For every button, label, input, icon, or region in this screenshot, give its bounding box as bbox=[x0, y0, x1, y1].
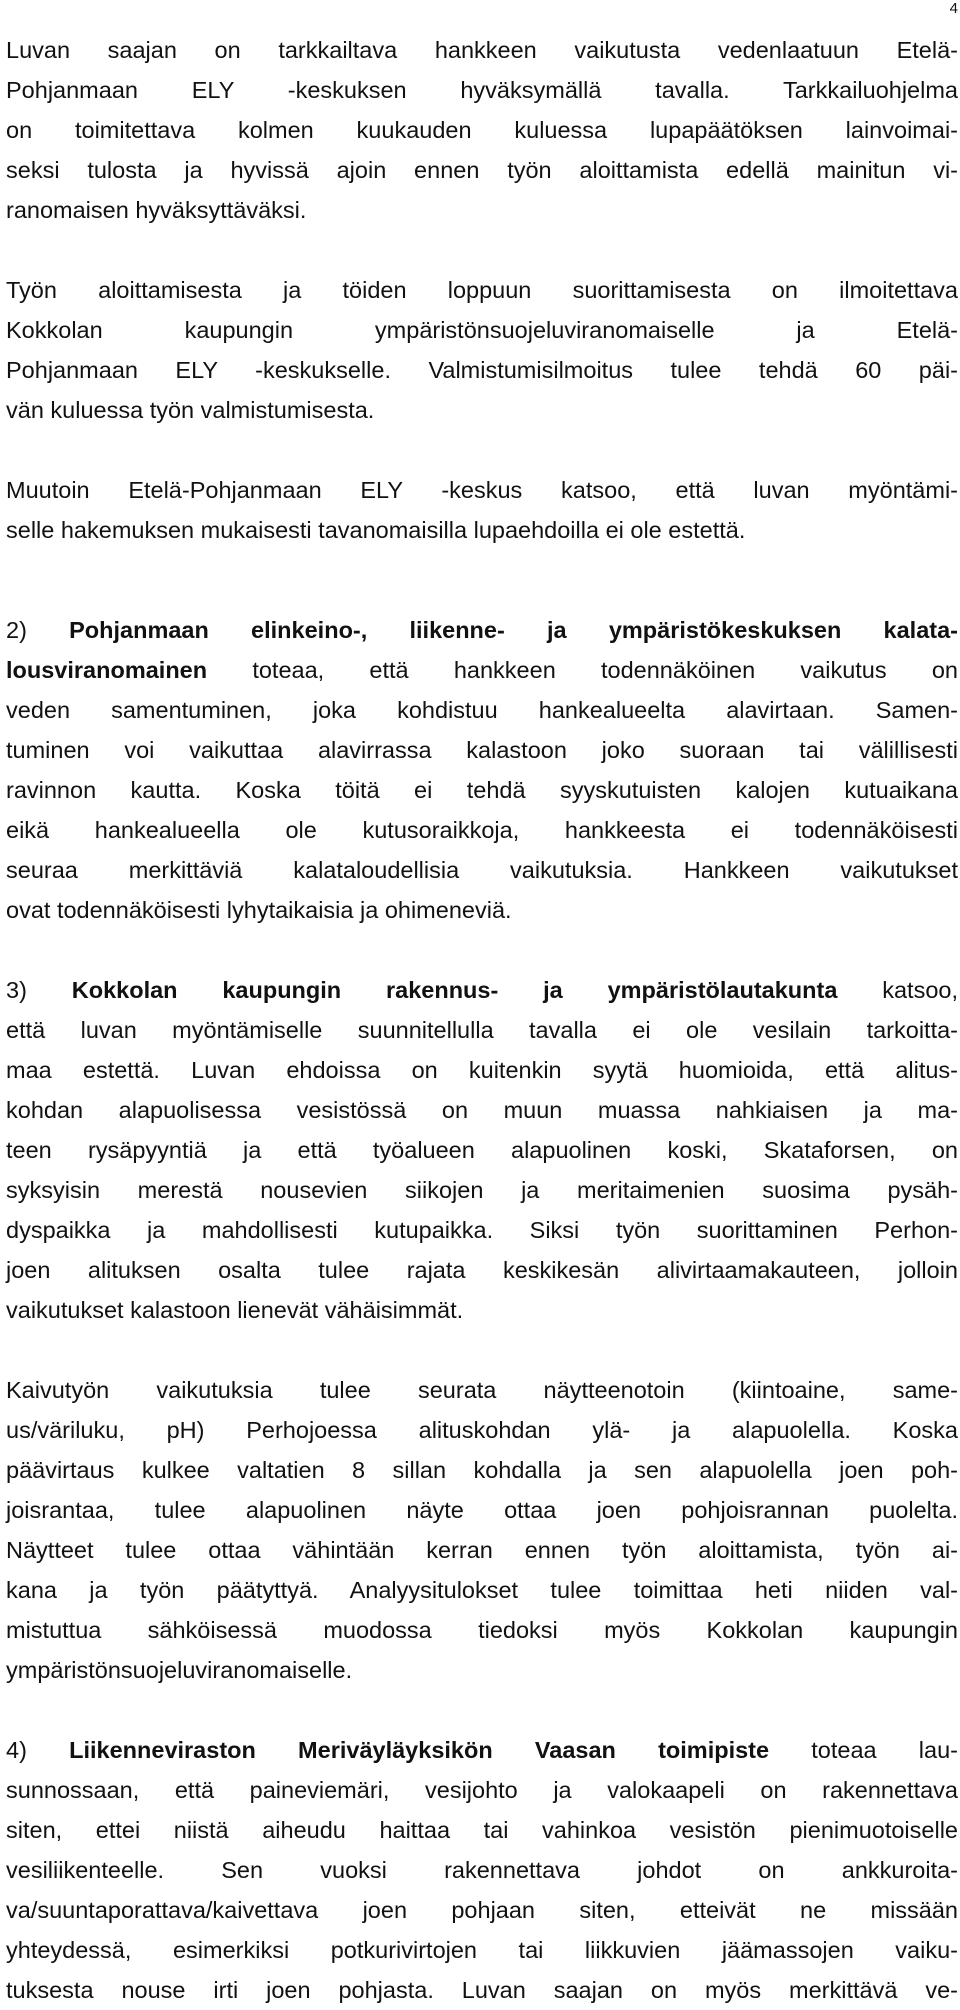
statement-4-fairway-unit bbox=[6, 1730, 958, 2010]
text-line: sunnossaan, että paineviemäri, vesijohto ja valokaapeli on rakennettava bbox=[6, 1777, 958, 1803]
text-line: teen rysäpyyntiä ja että työalueen alapuolinen koski, Skataforsen, on bbox=[6, 1137, 958, 1163]
text-line: va/suuntaporattava/kaivettava joen pohjaan siten, etteivät ne missään bbox=[6, 1897, 958, 1923]
text-line: dyspaikka ja mahdollisesti kutupaikka. Siksi työn suorittaminen Perhon- bbox=[6, 1217, 958, 1243]
text-line bbox=[6, 610, 958, 650]
text-line: ranomaisen hyväksyttäväksi. bbox=[6, 197, 307, 223]
text-line: että luvan myöntämiselle suunnitellulla tavalla ei ole vesilain tarkoitta- bbox=[6, 1017, 958, 1043]
text-line: Näytteet tulee ottaa vähintään kerran ennen työn aloittamista, työn ai- bbox=[6, 1537, 958, 1563]
paragraph-notification bbox=[6, 270, 958, 430]
text-line: joisrantaa, tulee alapuolinen näyte ottaa joen pohjoisrannan puolelta. bbox=[6, 1497, 958, 1523]
authority-name: Kokkolan kaupungin rakennus- ja ympäristölautakunta bbox=[71, 977, 838, 1003]
text-line: ravinnon kautta. Koska töitä ei tehdä syyskutuisten kalojen kutuaikana bbox=[6, 777, 958, 803]
text-line: vaikutukset kalastoon lienevät vähäisimmät. bbox=[6, 1297, 464, 1323]
paragraph-monitoring bbox=[6, 30, 958, 230]
text-line: 3) Kokkolan kaupungin rakennus- ja ympäristölautakunta katsoo, bbox=[6, 977, 959, 1003]
text-line: vesiliikenteelle. Sen vuoksi rakennettava johdot on ankkuroita- bbox=[6, 1857, 958, 1883]
text-line: Muutoin Etelä-Pohjanmaan ELY -keskus katsoo, että luvan myöntämi- bbox=[6, 477, 958, 503]
document-body bbox=[6, 30, 958, 2010]
text-line: joen alituksen osalta tulee rajata keskikesän alivirtaamakauteen, jolloin bbox=[6, 1257, 958, 1283]
authority-name: Pohjanmaan elinkeino-, liikenne- ja ympäristökeskuksen kalata- bbox=[69, 617, 958, 643]
authority-name: Liikenneviraston Meriväyläyksikön Vaasan toimipiste bbox=[69, 1737, 770, 1763]
text-line: vän kuluessa työn valmistumisesta. bbox=[6, 397, 375, 423]
text-line: Luvan saajan on tarkkailtava hankkeen vaikutusta vedenlaatuun Etelä- bbox=[6, 37, 958, 63]
text-line: 4) Liikenneviraston Meriväyläyksikön Vaasan toimipiste toteaa lau- bbox=[6, 1737, 958, 1763]
text-line: päävirtaus kulkee valtatien 8 sillan kohdalla ja sen alapuolella joen poh- bbox=[6, 1457, 958, 1483]
paragraph-ely-conclusion bbox=[6, 470, 958, 550]
text-line: mistuttua sähköisessä muodossa tiedoksi myös Kokkolan kaupungin bbox=[6, 1617, 958, 1643]
text-line: kana ja työn päätyttyä. Analyysitulokset tulee toimittaa heti niiden val- bbox=[6, 1577, 958, 1603]
text-line: eikä hankealueella ole kutusoraikkoja, hankkeesta ei todennäköisesti bbox=[6, 817, 958, 843]
text-line: kohdan alapuolisessa vesistössä on muun muassa nahkiaisen ja ma- bbox=[6, 1097, 958, 1123]
item-number: 4) bbox=[6, 1737, 27, 1763]
text-line: siten, ettei niistä aiheudu haittaa tai vahinkoa vesistön pienimuotoiselle bbox=[6, 1817, 958, 1843]
text-line: Kokkolan kaupungin ympäristönsuojeluviranomaiselle ja Etelä- bbox=[6, 317, 958, 343]
text-line: selle hakemuksen mukaisesti tavanomaisilla lupaehdoilla ei ole estettä. bbox=[6, 517, 746, 543]
text-line: ovat todennäköisesti lyhytaikaisia ja ohimeneviä. bbox=[6, 897, 512, 923]
statement-2-fisheries-authority bbox=[6, 610, 958, 930]
text-line: Kaivutyön vaikutuksia tulee seurata näytteenotoin (kiintoaine, same- bbox=[6, 1377, 958, 1403]
text-line: syksyisin merestä nousevien siikojen ja meritaimenien suosima pysäh- bbox=[6, 1177, 958, 1203]
text-line: us/väriluku, pH) Perhojoessa alituskohdan ylä- ja alapuolella. Koska bbox=[6, 1417, 958, 1443]
text-line: seuraa merkittäviä kalataloudellisia vaikutuksia. Hankkeen vaikutukset bbox=[6, 857, 958, 883]
text-line: on toimitettava kolmen kuukauden kuluessa lupapäätöksen lainvoimai- bbox=[6, 117, 958, 143]
text-line: tuksesta nouse irti joen pohjasta. Luvan saajan on myös merkittävä ve- bbox=[6, 1977, 958, 2003]
text-line: Pohjanmaan ELY -keskuksen hyväksymällä tavalla. Tarkkailuohjelma bbox=[6, 77, 958, 103]
text-line: seksi tulosta ja hyvissä ajoin ennen työn aloittamista edellä mainitun vi- bbox=[6, 157, 958, 183]
statement-3-building-environment-board bbox=[6, 970, 958, 1330]
text-line: Työn aloittamisesta ja töiden loppuun suorittamisesta on ilmoitettava bbox=[6, 277, 958, 303]
text-line: yhteydessä, esimerkiksi potkurivirtojen tai liikkuvien jäämassojen vaiku- bbox=[6, 1937, 958, 1963]
text-line: tuminen voi vaikuttaa alavirrassa kalastoon joko suoraan tai välillisesti bbox=[6, 737, 958, 763]
item-number: 3) bbox=[6, 977, 27, 1003]
text-line: maa estettä. Luvan ehdoissa on kuitenkin syytä huomioida, että alitus- bbox=[6, 1057, 958, 1083]
text-line: ympäristönsuojeluviranomaiselle. bbox=[6, 1657, 353, 1683]
text-line: lousviranomainen toteaa, että hankkeen todennäköinen vaikutus on bbox=[6, 657, 958, 683]
text-line: Pohjanmaan ELY -keskukselle. Valmistumisilmoitus tulee tehdä 60 päi- bbox=[6, 357, 958, 383]
item-number: 2) bbox=[6, 617, 27, 643]
text-line: veden samentuminen, joka kohdistuu hankealueelta alavirtaan. Samen- bbox=[6, 697, 958, 723]
paragraph-sampling bbox=[6, 1370, 958, 1690]
page-number: 4 bbox=[949, 0, 958, 17]
authority-name: lousviranomainen bbox=[6, 657, 208, 683]
